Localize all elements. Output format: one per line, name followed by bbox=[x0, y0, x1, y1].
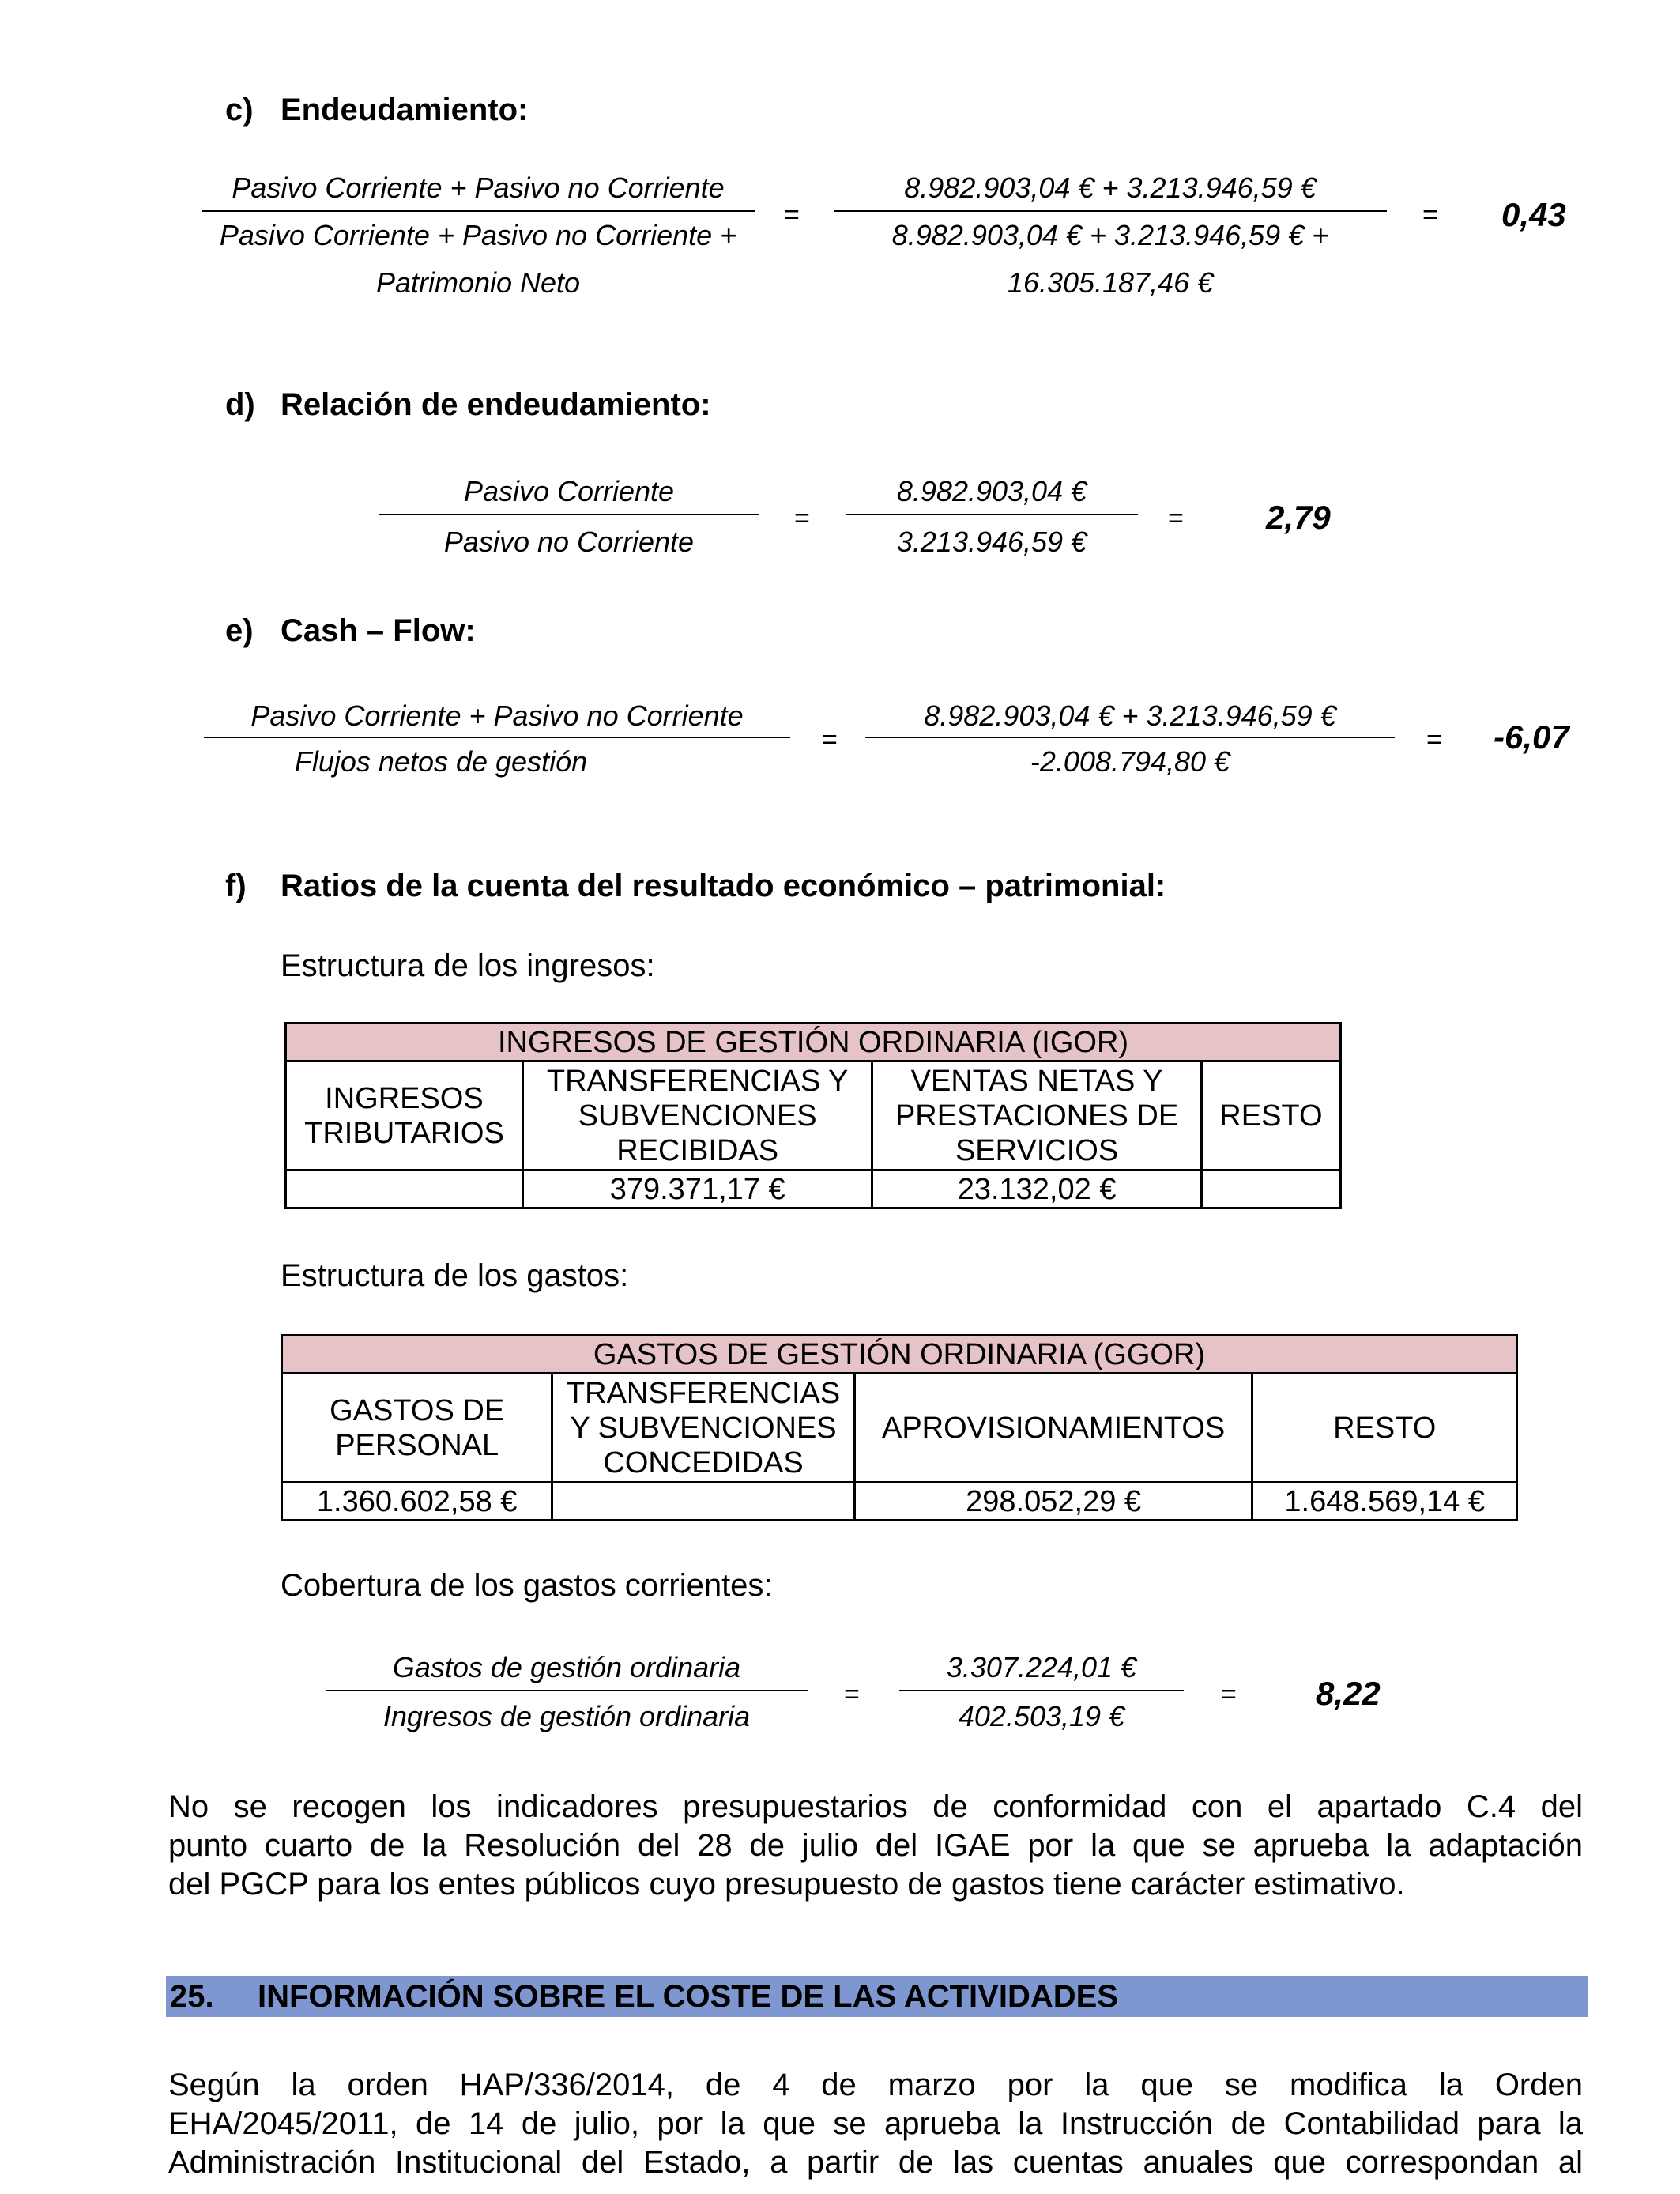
section-c-label: c) bbox=[225, 92, 254, 127]
d-value-denominator: 3.213.946,59 € bbox=[896, 526, 1087, 558]
c-value-numerator: 8.982.903,04 € + 3.213.946,59 € bbox=[904, 172, 1317, 204]
section-25-paragraph: Según la orden HAP/336/2014, de 4 de marzo por la que se modifica la Orden EHA/2045/2011, de 14 de julio, por la que se aprueba la Instrucción de Contabilidad para la Administración Institucional del Estado, a partir de las cuentas anuales que correspondan al bbox=[168, 2068, 1583, 2180]
e-formula-numerator: Pasivo Corriente + Pasivo no Corriente bbox=[250, 699, 744, 732]
cobertura-value-numerator: 3.307.224,01 € bbox=[946, 1651, 1137, 1683]
cobertura-value-fraction-line bbox=[899, 1690, 1184, 1691]
gastos-col-aprovisionamientos: APROVISIONAMIENTOS bbox=[854, 1374, 1252, 1483]
d-value-numerator: 8.982.903,04 € bbox=[896, 475, 1087, 507]
note-paragraph: No se recogen los indicadores presupuestarios de conformidad con el apartado C.4 del punto cuarto de la Resolución del 28 de julio del IGAE por la que se aprueba la adaptación del PGCP para los entes públicos cuyo presupuesto de gastos tiene carácter estimativo. bbox=[168, 1789, 1583, 1902]
c-formula-denominator-line1: Pasivo Corriente + Pasivo no Corriente + bbox=[219, 219, 737, 251]
cobertura-value-denominator: 402.503,19 € bbox=[958, 1700, 1125, 1732]
c-result: 0,43 bbox=[1501, 196, 1566, 233]
section-d-label: d) bbox=[225, 387, 255, 422]
gastos-value-personal: 1.360.602,58 € bbox=[282, 1483, 552, 1521]
c-formula-fraction-line bbox=[202, 210, 755, 212]
ingresos-table-header: INGRESOS DE GESTIÓN ORDINARIA (IGOR) bbox=[286, 1023, 1341, 1061]
d-value-fraction-line bbox=[846, 514, 1138, 515]
ingresos-value-tributarios bbox=[286, 1171, 523, 1208]
table-row bbox=[282, 1483, 1517, 1521]
e-result: -6,07 bbox=[1494, 718, 1569, 756]
d-formula-fraction-line bbox=[379, 514, 759, 515]
cobertura-formula-fraction-line bbox=[326, 1690, 808, 1691]
gastos-col-personal: GASTOS DE PERSONAL bbox=[282, 1374, 552, 1483]
e-formula-denominator: Flujos netos de gestión bbox=[294, 745, 588, 778]
table-row bbox=[286, 1171, 1341, 1208]
section-c-title: Endeudamiento: bbox=[281, 92, 529, 127]
cobertura-formula-numerator: Gastos de gestión ordinaria bbox=[392, 1651, 741, 1683]
cobertura-formula-denominator: Ingresos de gestión ordinaria bbox=[382, 1700, 751, 1732]
section-f-label: f) bbox=[225, 869, 247, 903]
gastos-col-resto: RESTO bbox=[1252, 1374, 1517, 1483]
d-equals-2: = bbox=[1168, 503, 1184, 533]
cobertura-equals-2: = bbox=[1221, 1679, 1237, 1710]
c-formula-numerator: Pasivo Corriente + Pasivo no Corriente bbox=[232, 172, 725, 204]
gastos-value-aprovisionamientos: 298.052,29 € bbox=[854, 1483, 1252, 1521]
gastos-table bbox=[281, 1334, 1518, 1521]
c-value-denominator-line1: 8.982.903,04 € + 3.213.946,59 € + bbox=[891, 219, 1329, 251]
section-25-number: 25. bbox=[170, 1979, 214, 2014]
e-value-denominator: -2.008.794,80 € bbox=[1030, 745, 1230, 778]
d-formula-numerator: Pasivo Corriente bbox=[463, 475, 675, 507]
ingresos-value-ventas: 23.132,02 € bbox=[872, 1171, 1201, 1208]
cobertura-equals-1: = bbox=[844, 1679, 860, 1710]
cobertura-result: 8,22 bbox=[1316, 1675, 1381, 1712]
gastos-col-transferencias: TRANSFERENCIAS Y SUBVENCIONES CONCEDIDAS bbox=[552, 1374, 854, 1483]
e-value-fraction-line bbox=[865, 737, 1395, 738]
c-value-fraction-line bbox=[834, 210, 1387, 212]
ingresos-col-tributarios: INGRESOS TRIBUTARIOS bbox=[286, 1061, 523, 1171]
ingresos-value-resto bbox=[1201, 1171, 1340, 1208]
ingresos-intro: Estructura de los ingresos: bbox=[281, 948, 655, 983]
ingresos-value-transferencias: 379.371,17 € bbox=[522, 1171, 872, 1208]
c-equals-2: = bbox=[1422, 200, 1438, 230]
ingresos-col-transferencias: TRANSFERENCIAS Y SUBVENCIONES RECIBIDAS bbox=[522, 1061, 872, 1171]
c-value-denominator-line2: 16.305.187,46 € bbox=[1007, 266, 1214, 299]
e-value-numerator: 8.982.903,04 € + 3.213.946,59 € bbox=[924, 699, 1336, 732]
section-25-header bbox=[166, 1976, 1588, 2017]
gastos-table-header: GASTOS DE GESTIÓN ORDINARIA (GGOR) bbox=[282, 1336, 1517, 1374]
ingresos-col-ventas: VENTAS NETAS Y PRESTACIONES DE SERVICIOS bbox=[872, 1061, 1201, 1171]
d-formula-denominator: Pasivo no Corriente bbox=[443, 526, 695, 558]
e-formula-fraction-line bbox=[204, 737, 790, 738]
c-formula-denominator-line2: Patrimonio Neto bbox=[375, 266, 581, 299]
section-d-title: Relación de endeudamiento: bbox=[281, 387, 711, 422]
c-equals-1: = bbox=[784, 200, 800, 230]
gastos-intro: Estructura de los gastos: bbox=[281, 1258, 629, 1293]
cobertura-intro: Cobertura de los gastos corrientes: bbox=[281, 1568, 773, 1603]
d-result: 2,79 bbox=[1266, 499, 1331, 536]
gastos-value-resto: 1.648.569,14 € bbox=[1252, 1483, 1517, 1521]
section-e-label: e) bbox=[225, 613, 254, 648]
section-25-title: INFORMACIÓN SOBRE EL COSTE DE LAS ACTIVIDADES bbox=[258, 1979, 1118, 2014]
ingresos-column-headers bbox=[286, 1061, 1341, 1171]
e-equals-2: = bbox=[1426, 725, 1442, 755]
section-f-title: Ratios de la cuenta del resultado económico – patrimonial: bbox=[281, 869, 1166, 903]
e-equals-1: = bbox=[822, 725, 838, 755]
gastos-value-transferencias bbox=[552, 1483, 854, 1521]
ingresos-table bbox=[284, 1022, 1342, 1209]
d-equals-1: = bbox=[794, 503, 810, 533]
section-e-title: Cash – Flow: bbox=[281, 613, 476, 648]
ingresos-col-resto: RESTO bbox=[1201, 1061, 1340, 1171]
gastos-column-headers bbox=[282, 1374, 1517, 1483]
